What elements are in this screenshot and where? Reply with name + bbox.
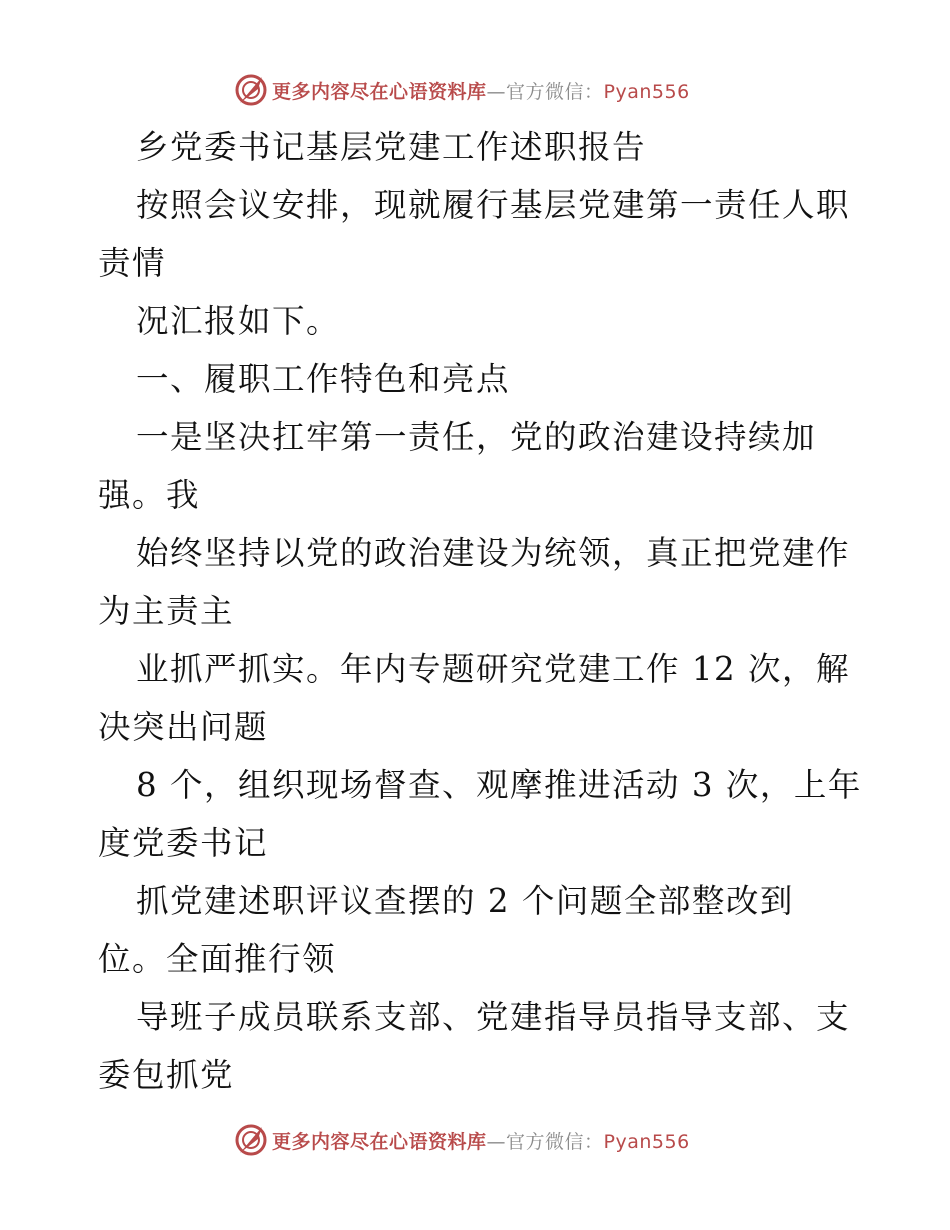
document-line: 位。全面推行领 [98,940,337,978]
document-line: 委包抓党 [98,1056,235,1094]
watermark-main-text: 更多内容尽在心语资料库 [272,80,487,103]
watermark-id-text: Pyan556 [603,80,690,103]
document-line: 一、履职工作特色和亮点 [136,360,511,398]
document-line: 决突出问题 [98,708,269,746]
document-line: 按照会议安排，现就履行基层党建第一责任人职 [136,186,851,224]
document-line: 始终坚持以党的政治建设为统领，真正把党建作 [136,534,851,572]
document-body [98,118,862,1104]
feather-pen-seal-icon [234,1123,268,1157]
document-lines [98,118,862,1104]
document-line: 度党委书记 [98,824,269,862]
document-line: 况汇报如下。 [136,302,341,340]
document-line: 责情 [98,244,167,282]
document-line: 业抓严抓实。年内专题研究党建工作 12 次，解 [136,650,851,688]
watermark-main-text: 更多内容尽在心语资料库 [272,1130,487,1153]
document-line: 乡党委书记基层党建工作述职报告 [136,128,647,166]
document-line: 导班子成员联系支部、党建指导员指导支部、支 [136,998,851,1036]
document-line: 为主责主 [98,592,235,630]
watermark-separator-text: —官方微信： [486,80,604,103]
header-watermark-text [272,77,690,104]
header-watermark-banner [234,72,690,108]
watermark-separator-text: —官方微信： [486,1130,604,1153]
feather-pen-seal-icon [234,73,268,107]
document-line: 一是坚决扛牢第一责任，党的政治建设持续加 [136,418,817,456]
footer-watermark-text [272,1127,690,1154]
document-line: 强。我 [98,476,201,514]
watermark-id-text: Pyan556 [603,1130,690,1153]
document-line: 8 个，组织现场督查、观摩推进活动 3 次，上年 [136,766,862,804]
document-line: 抓党建述职评议查摆的 2 个问题全部整改到 [136,882,794,920]
footer-watermark-banner [234,1122,690,1158]
